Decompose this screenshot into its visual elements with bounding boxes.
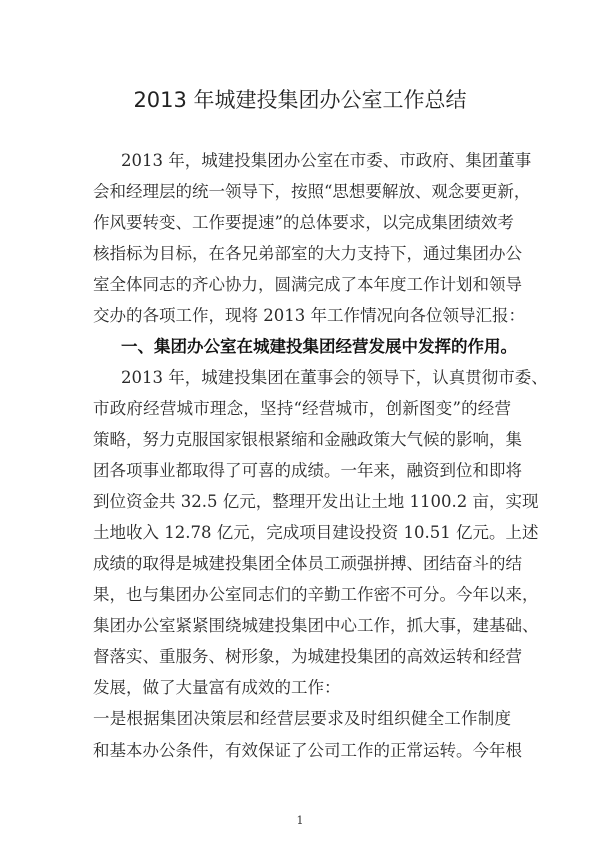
text-line: 团各项事业都取得了可喜的成绩。一年来，融资到位和即将 bbox=[93, 461, 522, 480]
text-line: 督落实、重服务、树形象，为城建投集团的高效运转和经营 bbox=[93, 647, 522, 666]
text-line: 2013 年，城建投集团在董事会的领导下，认真贯彻市委、 bbox=[121, 368, 548, 387]
document-title: 2013 年城建投集团办公室工作总结 bbox=[133, 88, 467, 112]
text-line: 发展，做了大量富有成效的工作： bbox=[93, 678, 341, 697]
text-line: 交办的各项工作，现将 2013 年工作情况向各位领导汇报： bbox=[93, 306, 525, 325]
text-line: 室全体同志的齐心协力，圆满完成了本年度工作计划和领导 bbox=[93, 275, 522, 294]
page-number: 1 bbox=[296, 814, 304, 827]
text-line: 核指标为目标，在各兄弟部室的大力支持下，通过集团办公 bbox=[93, 244, 522, 263]
text-line: 一是根据集团决策层和经营层要求及时组织健全工作制度 bbox=[93, 709, 511, 728]
text-line: 市政府经营城市理念，坚持“经营城市，创新图变”的经营 bbox=[93, 399, 511, 418]
text-line: 会和经理层的统一领导下，按照“思想要解放、观念要更新， bbox=[93, 182, 531, 201]
text-line: 2013 年，城建投集团办公室在市委、市政府、集团董事 bbox=[121, 151, 532, 170]
text-line: 果，也与集团办公室同志们的辛勤工作密不可分。今年以来， bbox=[93, 585, 539, 604]
text-line: 和基本办公条件，有效保证了公司工作的正常运转。今年根 bbox=[93, 741, 522, 760]
text-line: 到位资金共 32.5 亿元，整理开发出让土地 1100.2 亩，实现 bbox=[93, 492, 539, 511]
section-heading: 一、集团办公室在城建投集团经营发展中发挥的作用。 bbox=[121, 337, 517, 356]
text-line: 作风要转变、工作要提速”的总体要求，以完成集团绩效考 bbox=[93, 213, 514, 232]
text-line: 土地收入 12.78 亿元，完成项目建设投资 10.51 亿元。上述 bbox=[93, 523, 539, 542]
text-line: 成绩的取得是城建投集团全体员工顽强拼搏、团结奋斗的结 bbox=[93, 554, 522, 573]
text-line: 集团办公室紧紧围绕城建投集团中心工作，抓大事，建基础、 bbox=[93, 616, 539, 635]
text-line: 策略，努力克服国家银根紧缩和金融政策大气候的影响，集 bbox=[93, 430, 522, 449]
